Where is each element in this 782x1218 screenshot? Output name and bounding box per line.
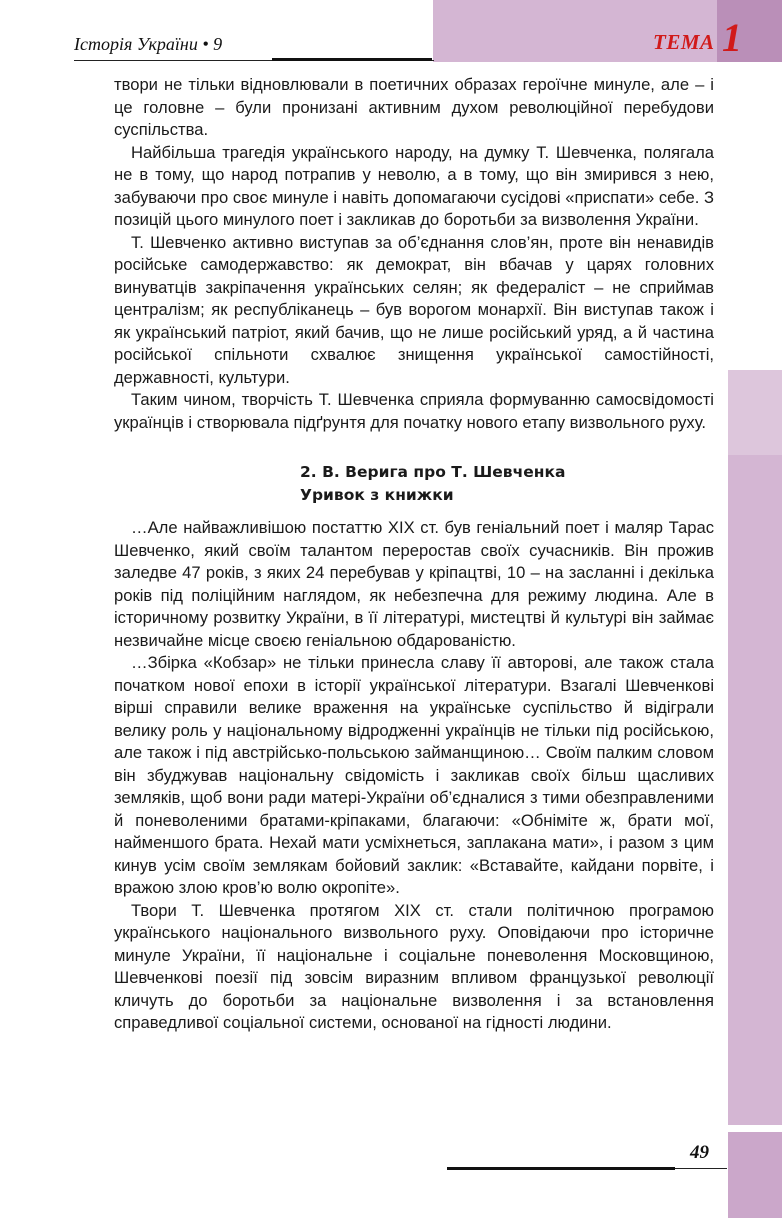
paragraph: …Збірка «Кобзар» не тільки принесла славу її авторові, але також стала початком нової епохи в історії української літератури. Взагалі Шевченкові вірші справили велике враження на українське суспільство й відіграли велику роль у національному відродженні українців не тільки під російською, але також і під австрійсько-польською займанщиною… Своїм палким словом він збуджував національну свідомість і закликав своїх більш щасливих земляків, щоб вони ради матері-України об’єдналися з тими обезправленими й поневоленими братами-кріпаками, благаючи: «Обніміте ж, брати мої, найменшого брата. Нехай мати усміхнеться, заплакана мати», і разом з цим кинув усім своїм землякам бойовий заклик: «Вставайте, кайдани порвіте, і вражою злою кров’ю волю окропіте». bbox=[114, 653, 714, 897]
section-title: 2. В. Верига про Т. Шевченка bbox=[300, 463, 566, 481]
paragraph: Твори Т. Шевченка протягом XIX ст. стали політичною програмою українського національного визвольного руху. Оповідаючи про історичне минуле України, її національне і соціальне поневолення Московщиною, Шевченкові поезії під зовсім виразним впливом французької революції кличуть до боротьби за національне визволення і за встановлення справедливої соціальної системи, основаної на гідності людини. bbox=[114, 900, 714, 1032]
theme-label: ТЕМА bbox=[653, 30, 715, 54]
paragraph: …Але найважливішою постаттю XIX ст. був геніальний поет і маляр Тарас Шевченко, який своїм талантом переростав своїх сучасників. Він прожив заледве 47 років, з яких 24 перебував у кріпацтві, 10 – на засланні і декілька років під поліційним наглядом, як небезпечна для режиму людина. Але в історичному розвитку України, в її літературі, мистецтві й культурі він займає незвичайне місце своєю геніальною обдарованістю. bbox=[114, 518, 714, 650]
page-body bbox=[114, 74, 714, 1035]
side-tab bbox=[728, 455, 782, 1125]
paragraph: Найбільша трагедія українського народу, на думку Т. Шевченка, полягала не в тому, що народ потрапив у неволю, а в тому, що він змирився з нею, забуваючи про своє минуле і навіть допомагаючи сусідові «приспати» себе. З позицій цього минулого поет і закликав до боротьби за визволення України. bbox=[114, 142, 714, 229]
theme-number: 1 bbox=[722, 15, 742, 60]
book-title: Історія України • 9 bbox=[74, 34, 223, 54]
side-tab-light bbox=[728, 370, 782, 455]
footer-rule-accent bbox=[447, 1167, 675, 1170]
paragraph: Таким чином, творчість Т. Шевченка сприяла формуванню самосвідомості українців і створювала підґрунтя для початку нового етапу визвольного руху. bbox=[114, 390, 714, 432]
page-number: 49 bbox=[690, 1142, 709, 1163]
section-subtitle: Уривок з книжки bbox=[300, 486, 454, 504]
section-heading bbox=[300, 461, 714, 507]
side-tab-bottom bbox=[728, 1132, 782, 1218]
paragraph: Т. Шевченко активно виступав за об’єднання слов’ян, проте він ненавидів російське самодержавство: як демократ, він вбачав у царях головних винуватців закріпачення українських селян; як федераліст – не сприймав централізм; як республіканець – був ворогом монархії. Він виступав також і як український патріот, який бачив, що не лише російський уряд, а й частина російської спільноти схвалює знищення української самостійності, державності, культури. bbox=[114, 232, 714, 387]
header-rule-accent bbox=[272, 58, 432, 61]
paragraph: твори не тільки відновлювали в поетичних образах героїчне минуле, але – і це головне – були пронизані активним духом революційної перебудови суспільства. bbox=[114, 75, 714, 139]
